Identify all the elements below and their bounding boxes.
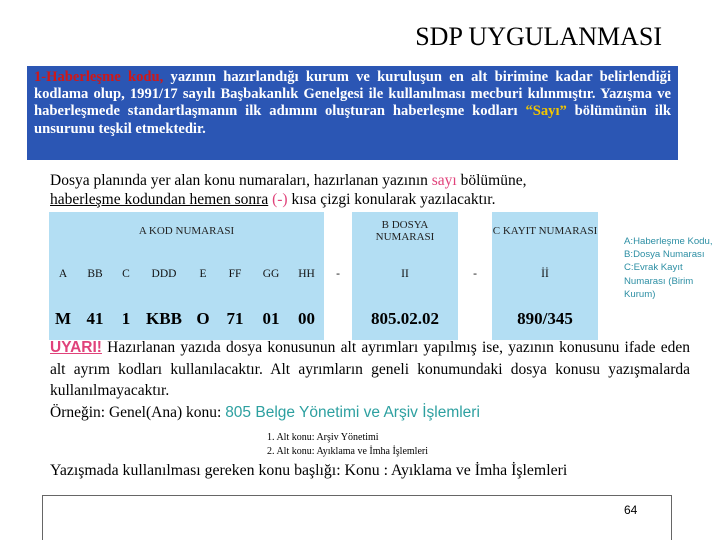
sub-topic-item: 2. Alt konu: Ayıklama ve İmha İşlemleri <box>267 446 428 458</box>
value-cell: 890/345 <box>492 298 598 340</box>
definition-box <box>27 66 678 160</box>
header-gap <box>458 212 492 250</box>
legend-line-b: B:Dosya Numarası <box>624 249 705 261</box>
definition-text: yazının hazırlandığı kurum ve kuruluşun en alt birimine kadar belirlendiği kodlama olup, 1991/17 sayılı Başbakanlık Genelgesi ile kullanılması mecburi kılınmıştır. Yazışma ve haberleşmede standartlaşmanın ilk adımını oluşturan haberleşme kodları <box>34 69 671 120</box>
label-cell: E <box>189 250 217 298</box>
intro-highlight-sayi: sayı <box>431 172 457 189</box>
example-value: 805 Belge Yönetimi ve Arşiv İşlemleri <box>225 403 480 421</box>
page-number: 64 <box>624 503 638 517</box>
label-cell: BB <box>77 250 113 298</box>
value-cell: M <box>49 298 77 340</box>
header-dosya-numarasi: B DOSYA NUMARASI <box>352 212 458 250</box>
value-cell: 805.02.02 <box>352 298 458 340</box>
legend-line-a: A:Haberleşme Kodu, <box>624 236 713 247</box>
label-cell: İİ <box>492 250 598 298</box>
definition-term: 1-Haberleşme kodu, <box>34 69 164 85</box>
legend-note <box>624 235 720 301</box>
label-dash: - <box>458 250 492 298</box>
label-dash: - <box>324 250 352 298</box>
sub-topic-list <box>267 431 428 460</box>
page-frame <box>42 495 672 540</box>
intro-text-1: Dosya planında yer alan konu numaraları, hazırlanan yazının <box>50 172 432 189</box>
definition-text-end: bölümünün ilk unsurunu teşkil etmektedir. <box>34 103 671 137</box>
code-table <box>49 212 598 340</box>
page-title: SDP UYGULANMASI <box>415 22 662 51</box>
subject-line: Yazışmada kullanılması gereken konu başlığı: Konu : Ayıklama ve İmha İşlemleri <box>50 462 568 479</box>
warning-label: UYARI! <box>50 339 102 356</box>
sub-topic-item: 1. Alt konu: Arşiv Yönetimi <box>267 432 379 443</box>
label-cell: A <box>49 250 77 298</box>
header-kayit-numarasi: C KAYIT NUMARASI <box>492 212 598 250</box>
header-gap <box>324 212 352 250</box>
value-gap <box>458 298 492 340</box>
warning-text: Hazırlanan yazıda dosya konusunun alt ayrımları yapılmış ise, yazının konusunu ifade eden alt ayrım kodları kullanılacaktır. Alt ayrımların geneli konumundaki dosya konusu yazışmalarda kullanılmayacaktır. <box>50 339 690 399</box>
label-cell: FF <box>217 250 253 298</box>
value-gap <box>324 298 352 340</box>
intro-dash: (-) <box>268 191 288 208</box>
label-cell: DDD <box>139 250 189 298</box>
label-cell: HH <box>289 250 324 298</box>
label-cell: GG <box>253 250 289 298</box>
label-cell: C <box>113 250 139 298</box>
intro-text-3: kısa çizgi konularak yazılacaktır. <box>287 191 496 208</box>
legend-line-c: C:Evrak Kayıt Numarası (Birim Kurum) <box>624 262 694 300</box>
value-cell: 41 <box>77 298 113 340</box>
value-cell: O <box>189 298 217 340</box>
intro-paragraph <box>50 171 670 209</box>
definition-highlight: “Sayı” <box>525 103 567 120</box>
value-cell: 01 <box>253 298 289 340</box>
label-cell: II <box>352 250 458 298</box>
value-cell: 71 <box>217 298 253 340</box>
intro-underlined: haberleşme kodundan hemen sonra <box>50 191 269 208</box>
value-cell: 1 <box>113 298 139 340</box>
value-cell: 00 <box>289 298 324 340</box>
value-cell: KBB <box>139 298 189 340</box>
warning-paragraph <box>50 337 690 423</box>
intro-text-2: bölümüne, <box>456 172 527 189</box>
header-kod-numarasi: A KOD NUMARASI <box>49 212 324 250</box>
example-label: Örneğin: Genel(Ana) konu: <box>50 403 226 421</box>
